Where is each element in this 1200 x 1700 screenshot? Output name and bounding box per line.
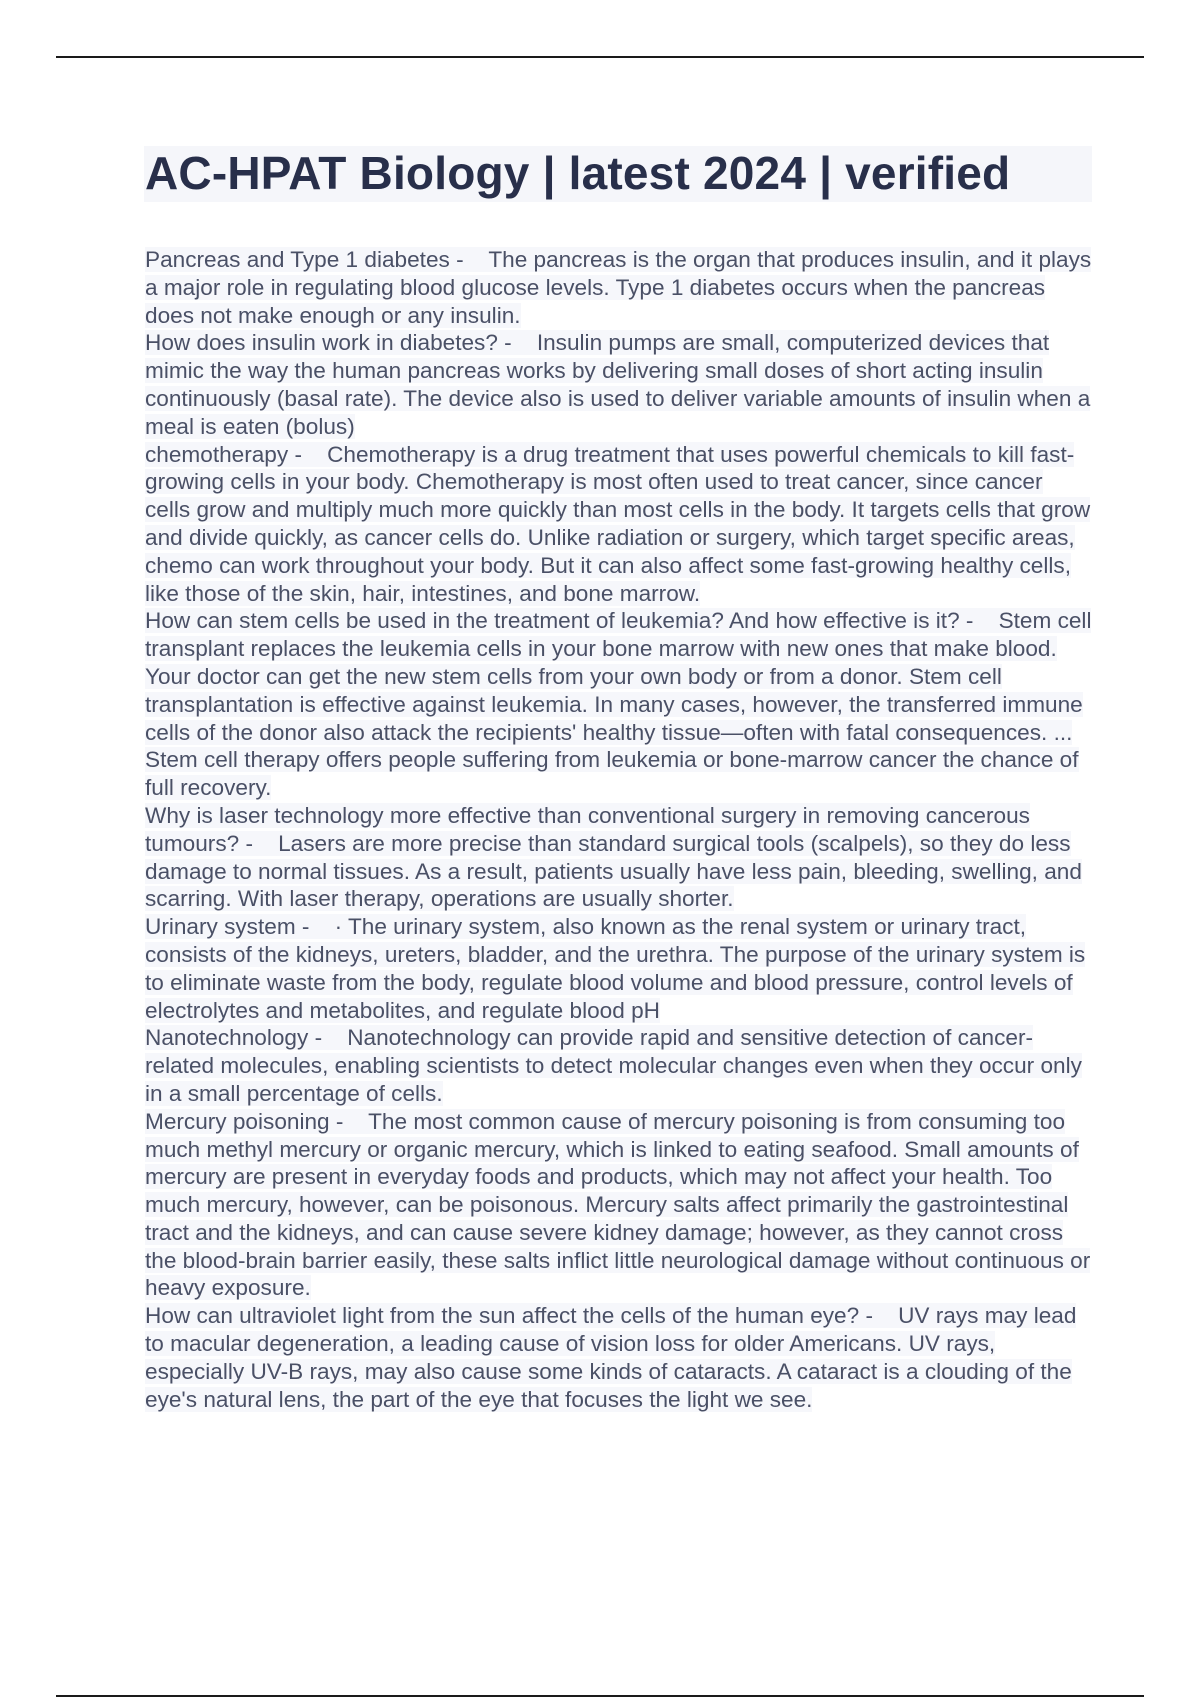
entry-term: chemotherapy - [145, 441, 302, 467]
entry-definition: The most common cause of mercury poisoning is from consuming too much methyl mercury or organic mercury, which is linked to eating seafood. Small amounts of mercury are present in everyday foods and products, which may not affect your health. Too much mercury, however, can be poisonous. Mercury salts affect primarily the gastrointestinal tract and the kidneys, and can cause severe kidney damage; however, as they cannot cross the blood-brain barrier easily, these salts inflict little neurological damage without continuous or heavy exposure. [145, 1108, 1091, 1301]
entry [145, 329, 1093, 440]
entry-term: Nanotechnology - [145, 1025, 323, 1051]
entry-term: Why is laser technology more effective than conventional surgery in removing cancerous tumours? - [145, 802, 1030, 856]
entry-definition: · The urinary system, also known as the renal system or urinary tract, consists of the kidneys, ureters, bladder, and the urethra. The purpose of the urinary system is to eliminate waste from the body, regulate blood volume and blood pressure, control levels of electrolytes and metabolites, and regulate blood pH [145, 914, 1086, 1023]
entry [145, 607, 1093, 802]
entry-definition: Insulin pumps are small, computerized devices that mimic the way the human pancreas works by delivering small doses of short acting insulin continuously (basal rate). The device also is used to deliver variable amounts of insulin when a meal is eaten (bolus) [145, 330, 1091, 439]
entry [145, 246, 1093, 329]
entry [145, 1024, 1093, 1107]
entry [145, 1108, 1093, 1303]
entry [145, 913, 1093, 1024]
top-rule [56, 56, 1144, 58]
entry-definition: UV rays may lead to macular degeneration, a leading cause of vision loss for older Americans. UV rays, especially UV-B rays, may also cause some kinds of cataracts. A cataract is a clouding of the eye's natural lens, the part of the eye that focuses the light we see. [145, 1303, 1077, 1412]
entry-term: How does insulin work in diabetes? - [145, 330, 512, 356]
bottom-rule [56, 1695, 1144, 1697]
entry-definition: Nanotechnology can provide rapid and sensitive detection of cancer-related molecules, enabling scientists to detect molecular changes even when they occur only in a small percentage of cells. [145, 1025, 1082, 1106]
entry-definition: Stem cell transplant replaces the leukemia cells in your bone marrow with new ones that make blood. Your doctor can get the new stem cells from your own body or from a donor. Stem cell transplantation is effective against leukemia. In many cases, however, the transferred immune cells of the donor also attack the recipients' healthy tissue—often with fatal consequences. ... Stem cell therapy offers people suffering from leukemia or bone-marrow cancer the chance of full recovery. [145, 608, 1092, 801]
entry-term: Mercury poisoning - [145, 1108, 344, 1134]
entry-term: Pancreas and Type 1 diabetes - [145, 247, 464, 272]
entry [145, 802, 1093, 913]
entry-term: How can stem cells be used in the treatment of leukemia? And how effective is it? - [145, 608, 974, 634]
entry-definition: Lasers are more precise than standard surgical tools (scalpels), so they do less damage to normal tissues. As a result, patients usually have less pain, bleeding, swelling, and scarring. With laser therapy, operations are usually shorter. [145, 830, 1082, 912]
page-title: AC-HPAT Biology | latest 2024 | verified [145, 147, 1011, 199]
entry [145, 1302, 1093, 1413]
entry-term: How can ultraviolet light from the sun affect the cells of the human eye? - [145, 1303, 873, 1329]
entry-term: Urinary system - [145, 914, 310, 940]
entry-definition: Chemotherapy is a drug treatment that uses powerful chemicals to kill fast-growing cells in your body. Chemotherapy is most often used to treat cancer, since cancer cells grow and multiply much more quickly than most cells in the body. It targets cells that grow and divide quickly, as cancer cells do. Unlike radiation or surgery, which target specific areas, chemo can work throughout your body. But it can also affect some fast-growing healthy cells, like those of the skin, hair, intestines, and bone marrow. [145, 441, 1091, 606]
entry [145, 441, 1093, 608]
document-body [145, 246, 1093, 1413]
entry-definition: The pancreas is the organ that produces insulin, and it plays a major role in regulating blood glucose levels. Type 1 diabetes occurs when the pancreas does not make enough or any insulin. [145, 247, 1092, 328]
